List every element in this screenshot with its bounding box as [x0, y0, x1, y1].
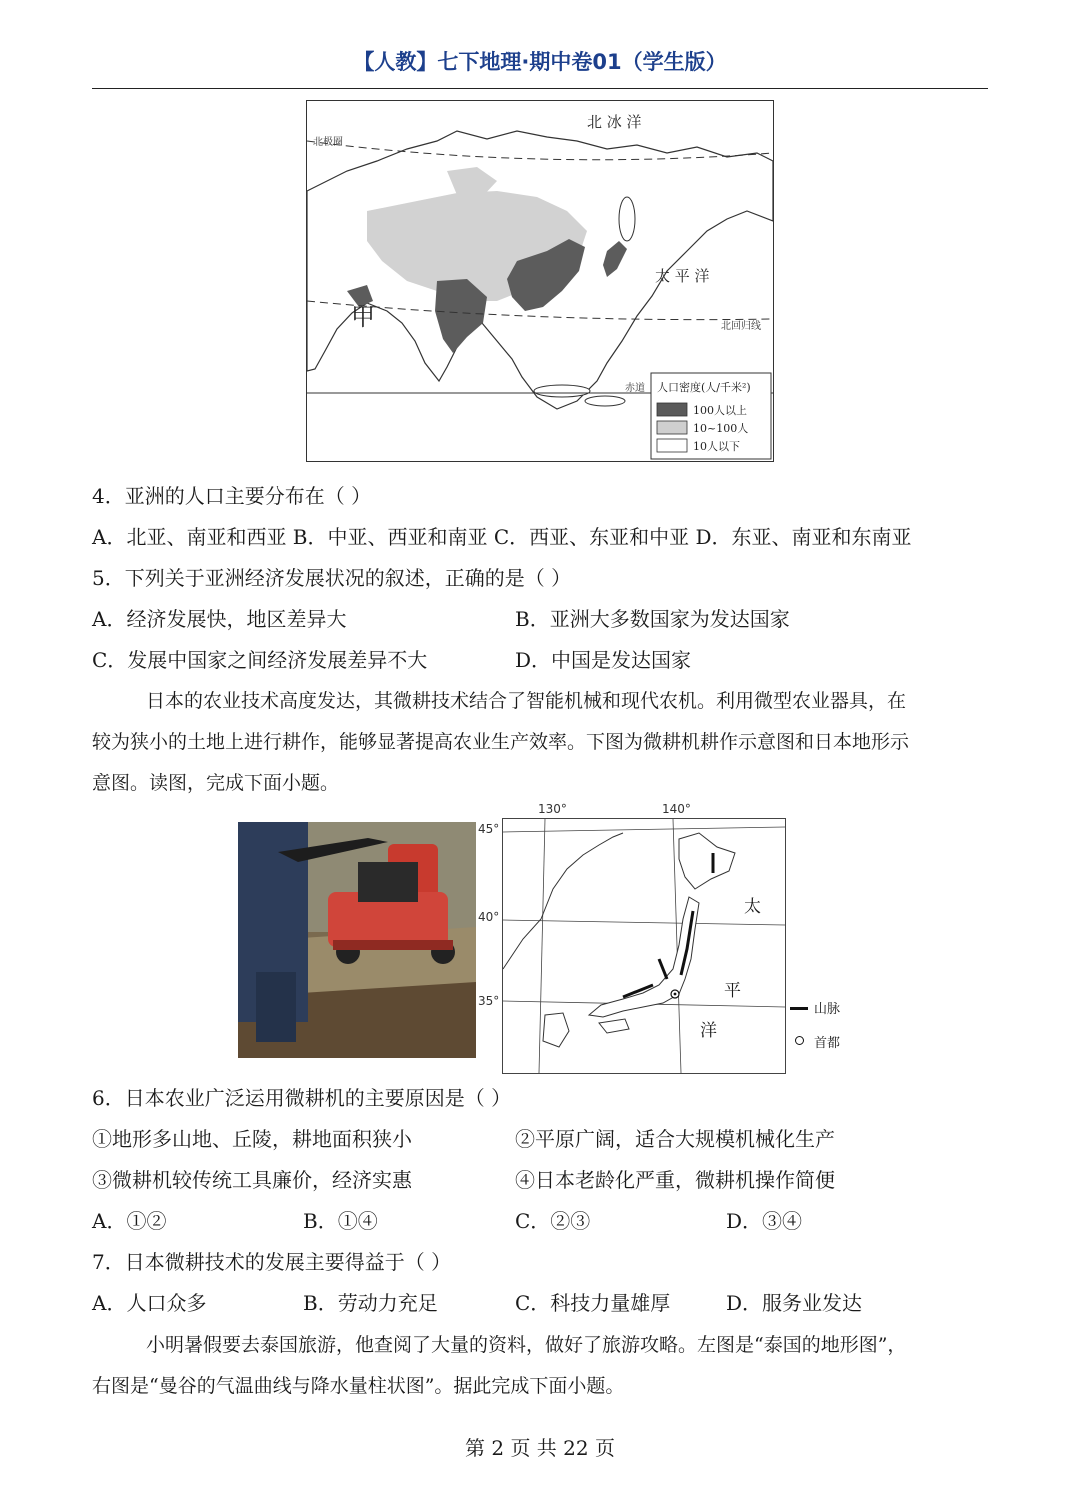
q6-statement-3: ③微耕机较传统工具廉价，经济实惠 — [92, 1168, 412, 1192]
japan-lat-40: 40° — [478, 910, 500, 924]
q5-stem: 5．下列关于亚洲经济发展状况的叙述，正确的是（ ） — [92, 566, 572, 590]
japan-map-graphic — [503, 819, 785, 1073]
japan-lat-45: 45° — [478, 822, 500, 836]
q6-option-b: B．①④ — [303, 1209, 378, 1233]
passage1-line2: 较为狭小的土地上进行耕作，能够显著提高农业生产效率。下图为微耕机耕作示意图和日本地形示 — [92, 731, 910, 753]
legend-swatch-low — [657, 439, 687, 452]
q4-options: A．北亚、南亚和西亚 B．中亚、西亚和南亚 C．西亚、东亚和中亚 D．东亚、南亚和东南亚 — [92, 525, 912, 549]
q5-option-a: A．经济发展快，地区差异大 — [92, 607, 347, 631]
q6-statement-1: ①地形多山地、丘陵，耕地面积狭小 — [92, 1127, 412, 1151]
q5-option-c: C．发展中国家之间经济发展差异不大 — [92, 648, 428, 672]
q7-option-c: C．科技力量雄厚 — [515, 1291, 671, 1315]
legend-label-high: 100人以上 — [693, 404, 747, 417]
japan-legend-capital: 首都 — [814, 1036, 841, 1051]
legend-swatch-mid — [657, 421, 687, 434]
q6-option-c: C．②③ — [515, 1209, 591, 1233]
header-divider — [92, 88, 988, 89]
q6-option-d: D．③④ — [726, 1209, 803, 1233]
japan-lon-130: 130° — [538, 802, 567, 816]
q4-stem: 4．亚洲的人口主要分布在（ ） — [92, 484, 372, 508]
japan-terrain-map — [502, 818, 786, 1074]
q5-option-b: B．亚洲大多数国家为发达国家 — [515, 607, 790, 631]
japan-lat-35: 35° — [478, 994, 500, 1008]
q6-statement-2: ②平原广阔，适合大规模机械化生产 — [515, 1127, 835, 1151]
page-footer: 第 2 页 共 22 页 — [465, 1436, 615, 1460]
label-arctic-circle: 北极圈 — [313, 137, 343, 148]
passage1-line3: 意图。读图，完成下面小题。 — [92, 772, 340, 794]
japan-label-ping: 平 — [724, 981, 741, 1001]
japan-legend-mountain: 山脉 — [814, 1002, 841, 1017]
q7-stem: 7．日本微耕技术的发展主要得益于（ ） — [92, 1250, 452, 1274]
legend-swatch-high — [657, 403, 687, 416]
capital-legend-icon — [795, 1036, 804, 1045]
q7-option-d: D．服务业发达 — [726, 1291, 863, 1315]
page-header-title: 【人教】七下地理·期中卷01（学生版） — [353, 50, 727, 74]
asia-population-map — [306, 100, 774, 462]
label-pacific-ocean: 太 平 洋 — [655, 267, 710, 285]
mountain-legend-icon — [790, 1007, 808, 1010]
q5-option-d: D．中国是发达国家 — [515, 648, 692, 672]
label-region-jia: 甲 — [351, 303, 375, 331]
label-tropic-cancer: 北回归线 — [721, 321, 761, 332]
q6-stem: 6．日本农业广泛运用微耕机的主要原因是（ ） — [92, 1086, 512, 1110]
tiller-photo-graphic — [238, 822, 476, 1058]
japan-label-tai: 太 — [744, 897, 761, 917]
label-equator: 赤道 — [625, 383, 645, 394]
q7-option-b: B．劳动力充足 — [303, 1291, 438, 1315]
japan-lon-140: 140° — [662, 802, 691, 816]
q6-option-a: A．①② — [92, 1209, 167, 1233]
label-arctic-ocean: 北 冰 洋 — [587, 113, 642, 131]
tiller-photo — [238, 822, 476, 1058]
legend-label-low: 10人以下 — [693, 440, 740, 453]
japan-label-yang: 洋 — [700, 1021, 717, 1041]
q7-option-a: A．人口众多 — [92, 1291, 207, 1315]
asia-map-graphic — [307, 101, 773, 461]
passage1-line1: 日本的农业技术高度发达，其微耕技术结合了智能机械和现代农机。利用微型农业器具，在 — [146, 690, 907, 712]
legend-label-mid: 10~100人 — [693, 422, 749, 435]
legend-title: 人口密度(人/千米²) — [657, 381, 751, 394]
q6-statement-4: ④日本老龄化严重，微耕机操作简便 — [515, 1168, 835, 1192]
passage2-line1: 小明暑假要去泰国旅游，他查阅了大量的资料，做好了旅游攻略。左图是“泰国的地形图”， — [146, 1334, 907, 1356]
passage2-line2: 右图是“曼谷的气温曲线与降水量柱状图”。据此完成下面小题。 — [92, 1375, 625, 1397]
